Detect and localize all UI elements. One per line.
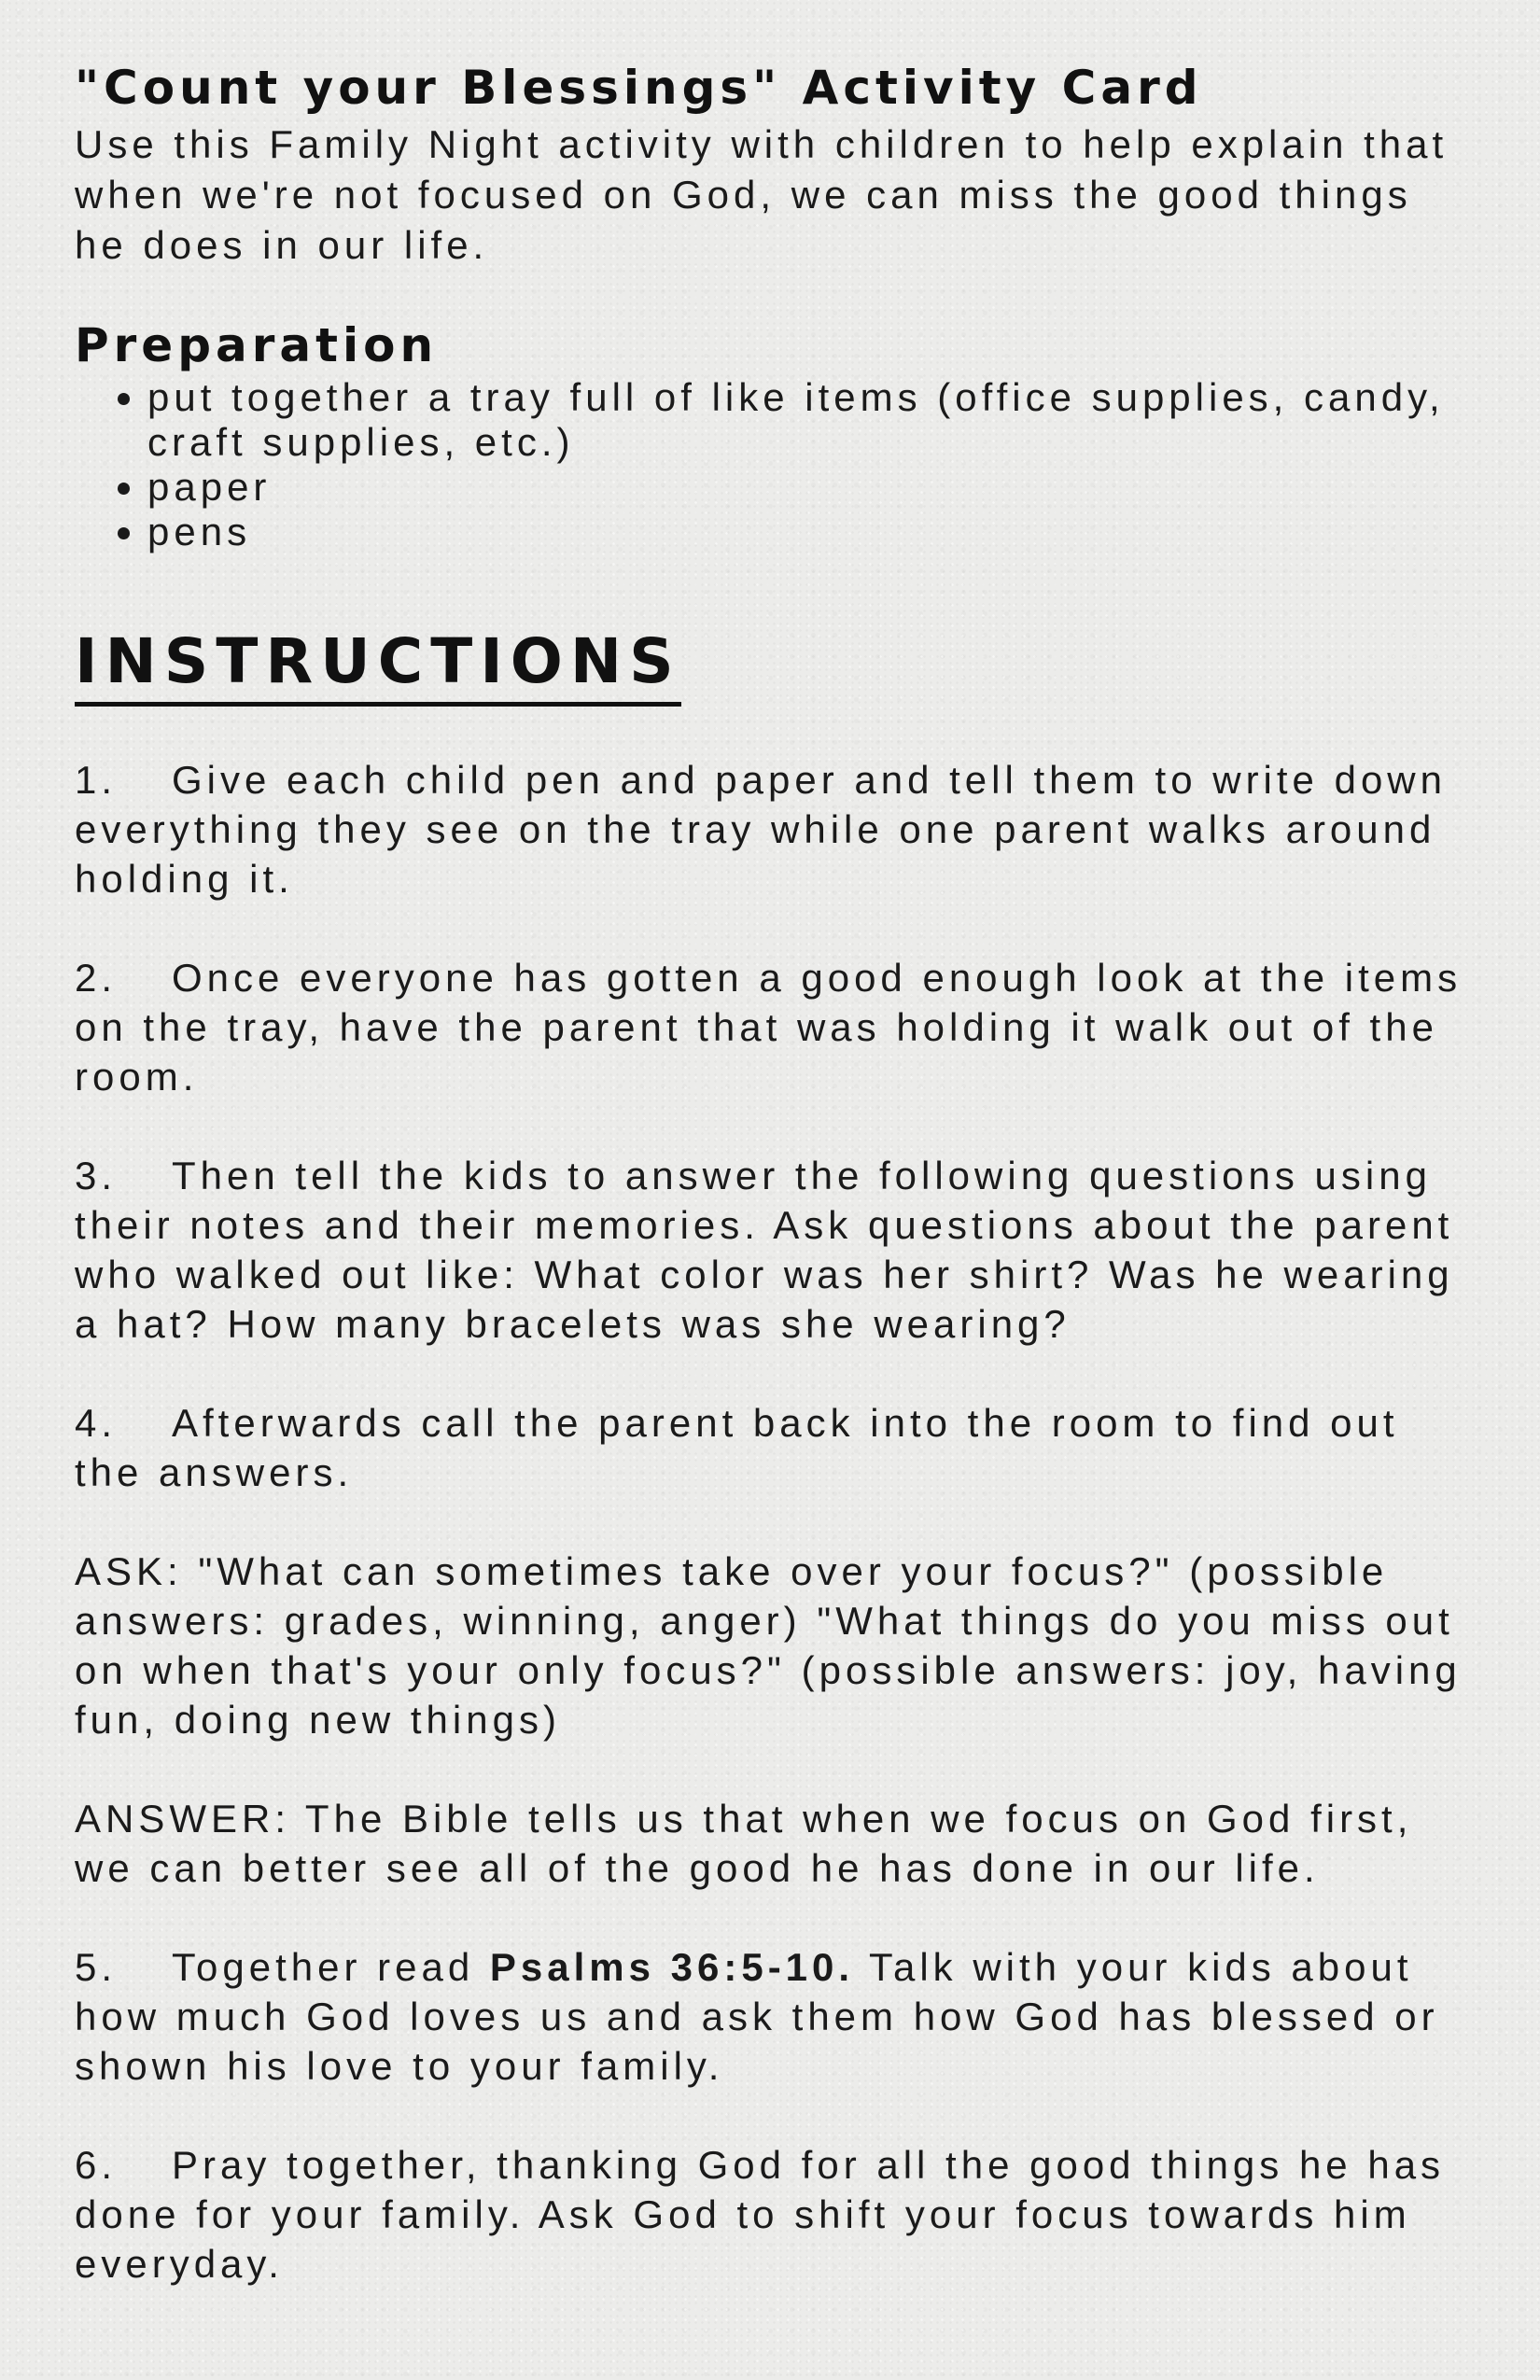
preparation-item: • put together a tray full of like items (office supplies, candy, craft supplies, etc.) bbox=[147, 375, 1475, 465]
step-6 bbox=[75, 2140, 1475, 2289]
step-1 bbox=[75, 755, 1475, 903]
ask-paragraph: ASK: "What can sometimes take over your focus?" (possible answers: grades, winning, anger) "What things do you miss out on when that's your only focus?" (possible answers: joy, having fun, doing new things) bbox=[75, 1549, 1462, 1742]
step-text-after: Talk with your kids about how much God loves us and ask them how God has blessed or shown his love to your family. bbox=[75, 1945, 1439, 2088]
step-5 bbox=[75, 1942, 1475, 2091]
card-title: "Count your Blessings" Activity Card bbox=[75, 61, 1203, 115]
intro-text: Use this Family Night activity with children to help explain that when we're not focused on God, we can miss the good things he does in our life. bbox=[75, 122, 1449, 267]
activity-card bbox=[75, 58, 1475, 2338]
instructions-steps bbox=[75, 755, 1475, 2289]
step-text: Afterwards call the parent back into the room to find out the answers. bbox=[75, 1401, 1399, 1494]
scripture-reference: Psalms 36:5-10. bbox=[489, 1945, 855, 1989]
step-text: Pray together, thanking God for all the good things he has done for your family. Ask God to shift your focus towards him everyday. bbox=[75, 2143, 1446, 2286]
step-number: 4. bbox=[75, 1401, 118, 1445]
step-number: 3. bbox=[75, 1154, 118, 1197]
step-text: Give each child pen and paper and tell them to write down everything they see on the tray while one parent walks around holding it. bbox=[75, 758, 1447, 901]
step-text: Then tell the kids to answer the following questions using their notes and their memories. Ask questions about the parent who walked out like: What color was her shirt? Was he wearing a hat? How many bracelets was she wearing? bbox=[75, 1154, 1454, 1346]
preparation-heading: Preparation bbox=[75, 318, 439, 372]
step-3 bbox=[75, 1151, 1475, 1349]
instructions-heading: INSTRUCTIONS bbox=[75, 622, 681, 707]
step-number: 1. bbox=[75, 758, 118, 802]
step-number: 5. bbox=[75, 1945, 118, 1989]
answer-paragraph: ANSWER: The Bible tells us that when we focus on God first, we can better see all of the good he has done in our life. bbox=[75, 1797, 1413, 1890]
step-number: 2. bbox=[75, 956, 118, 1000]
step-text-before: Together read bbox=[172, 1945, 490, 1989]
step-4 bbox=[75, 1398, 1475, 1497]
step-text: Once everyone has gotten a good enough look at the items on the tray, have the parent that was holding it walk out of the room. bbox=[75, 956, 1463, 1099]
step-number: 6. bbox=[75, 2143, 118, 2187]
preparation-item: • paper bbox=[147, 465, 1475, 510]
preparation-item: • pens bbox=[147, 510, 1475, 554]
preparation-list bbox=[75, 375, 1475, 554]
step-2 bbox=[75, 953, 1475, 1101]
